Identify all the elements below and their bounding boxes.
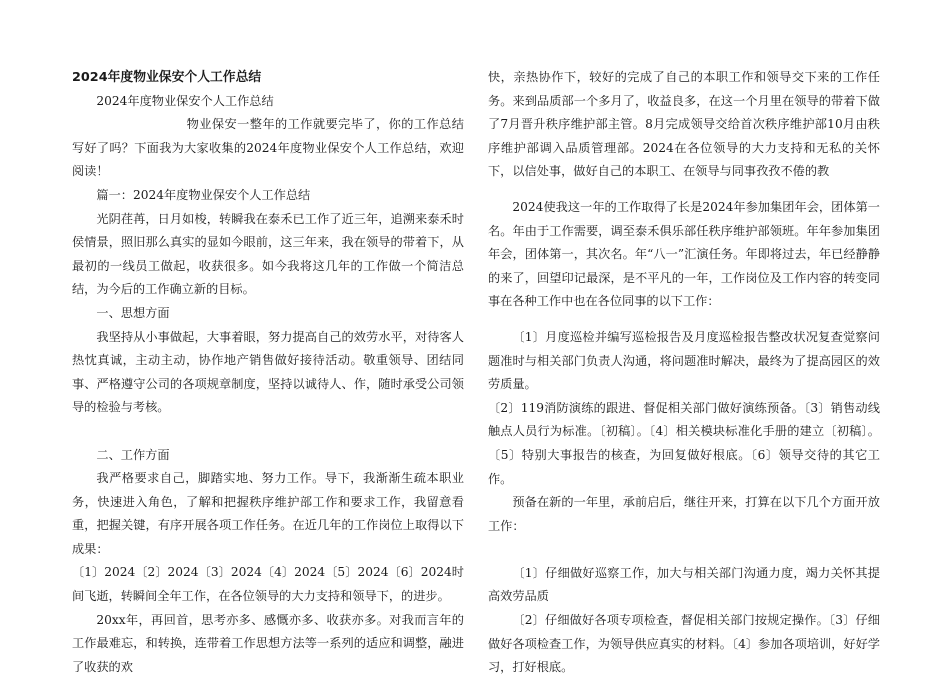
spacer <box>488 538 880 562</box>
spacer <box>488 184 880 196</box>
paragraph: 物业保安一整年的工作就要完毕了，你的工作总结写好了吗？下面我为大家收集的2024年度物业保安个人工作总结，欢迎阅读！ <box>72 117 464 179</box>
spacer <box>72 420 464 444</box>
paragraph: 〔1〕月度巡检并编写巡检报告及月度巡检报告整改状况复查觉察问题准时与相关部门负责人沟通，将问题准时解决，最终为了提高园区的效劳质量。 <box>488 329 880 392</box>
paragraph: 一、思想方面 <box>96 305 170 320</box>
left-column-body <box>72 90 464 680</box>
paragraph: 2024使我这一年的工作取得了长是2024年参加集团年会，团体第一名。年由于工作需要，调至泰禾俱乐部任秩序维护部领班。年年参加集团年会，团体第一，其次名。年“八一”汇演任务。年即将过去，年已经静静的来了，回望印记最深，是不平凡的一年，工作岗位及工作内容的转变同事在各种工作中也在各位同事的以下工作： <box>488 199 880 309</box>
document-title: 2024年度物业保安个人工作总结 <box>72 70 262 85</box>
paragraph: 预备在新的一年里，承前启后，继往开来，打算在以下几个方面开放工作： <box>488 495 880 533</box>
right-column-body <box>488 66 880 680</box>
paragraph: 〔2〕119消防演练的跟进、督促相关部门做好演练预备。〔3〕销售动线触点人员行为标准。〔初稿〕。〔4〕相关模块标准化手册的建立〔初稿〕。〔5〕特别大事报告的核查，为回复做好根底。〔6〕领导交待的其它工作。 <box>488 400 880 486</box>
paragraph: 光阴荏苒，日月如梭，转瞬我在泰禾已工作了近三年，追溯来泰禾时侯情景，照旧那么真实的显如今眼前，这三年来，我在领导的带着下，从最初的一线员工做起，收获很多。如今我将这几年的工作做一个简洁总结，为今后的工作确立新的目标。 <box>72 211 464 297</box>
paragraph: 二、工作方面 <box>96 447 170 462</box>
paragraph: 2024年度物业保安个人工作总结 <box>96 93 274 108</box>
paragraph: 篇一：2024年度物业保安个人工作总结 <box>96 187 311 202</box>
paragraph: 我坚持从小事做起，大事着眼，努力提高自己的效劳水平，对待客人热忱真诚，主动主动，协作地产销售做好接待活动。敬重领导、团结同事、严格遵守公司的各项规章制度，坚持以诚待人、作，随时承受公司领导的检验与考核。 <box>72 329 464 415</box>
paragraph: 快，亲热协作下，较好的完成了自己的本职工作和领导交下来的工作任务。来到品质部一个多月了，收益良多，在这一个月里在领导的带着下做了7月晋升秩序维护部主管。8月完成领导交给首次秩序维护部10月由秩序维护部调入品质管理部。2024在各位领导的大力支持和无私的关怀下，以信处事，做好自己的本职工、在领导与同事孜孜不倦的教 <box>488 70 880 179</box>
paragraph: 〔1〕2024〔2〕2024〔3〕2024〔4〕2024〔5〕2024〔6〕2024时间飞逝，转瞬间全年工作，在各位领导的大力支持和领导下，的进步。 <box>72 565 464 604</box>
spacer <box>488 314 880 326</box>
paragraph: 〔1〕仔细做好巡察工作，加大与相关部门沟通力度，竭力关怀其提高效劳品质 <box>488 565 880 604</box>
left-column <box>72 66 464 679</box>
paragraph: 我严格要求自己，脚踏实地、努力工作。导下，我渐渐生疏本职业务，快速进入角色，了解和把握秩序维护部工作和要求工作，我留意看重，把握关键，有序开展各项工作任务。在近几年的工作岗位上取得以下成果： <box>72 471 464 556</box>
paragraph: 20xx年，再回首，思考亦多、感慨亦多、收获亦多。对我而言年的工作最难忘，和转换，连带着工作思想方法等一系列的适应和调整，融进了收获的欢 <box>72 612 464 674</box>
paragraph: 〔2〕仔细做好各项专项检查，督促相关部门按规定操作。〔3〕仔细做好各项检查工作，为领导供应真实的材料。〔4〕参加各项培训，好好学习，打好根底。 <box>488 613 880 675</box>
right-column <box>488 66 880 680</box>
